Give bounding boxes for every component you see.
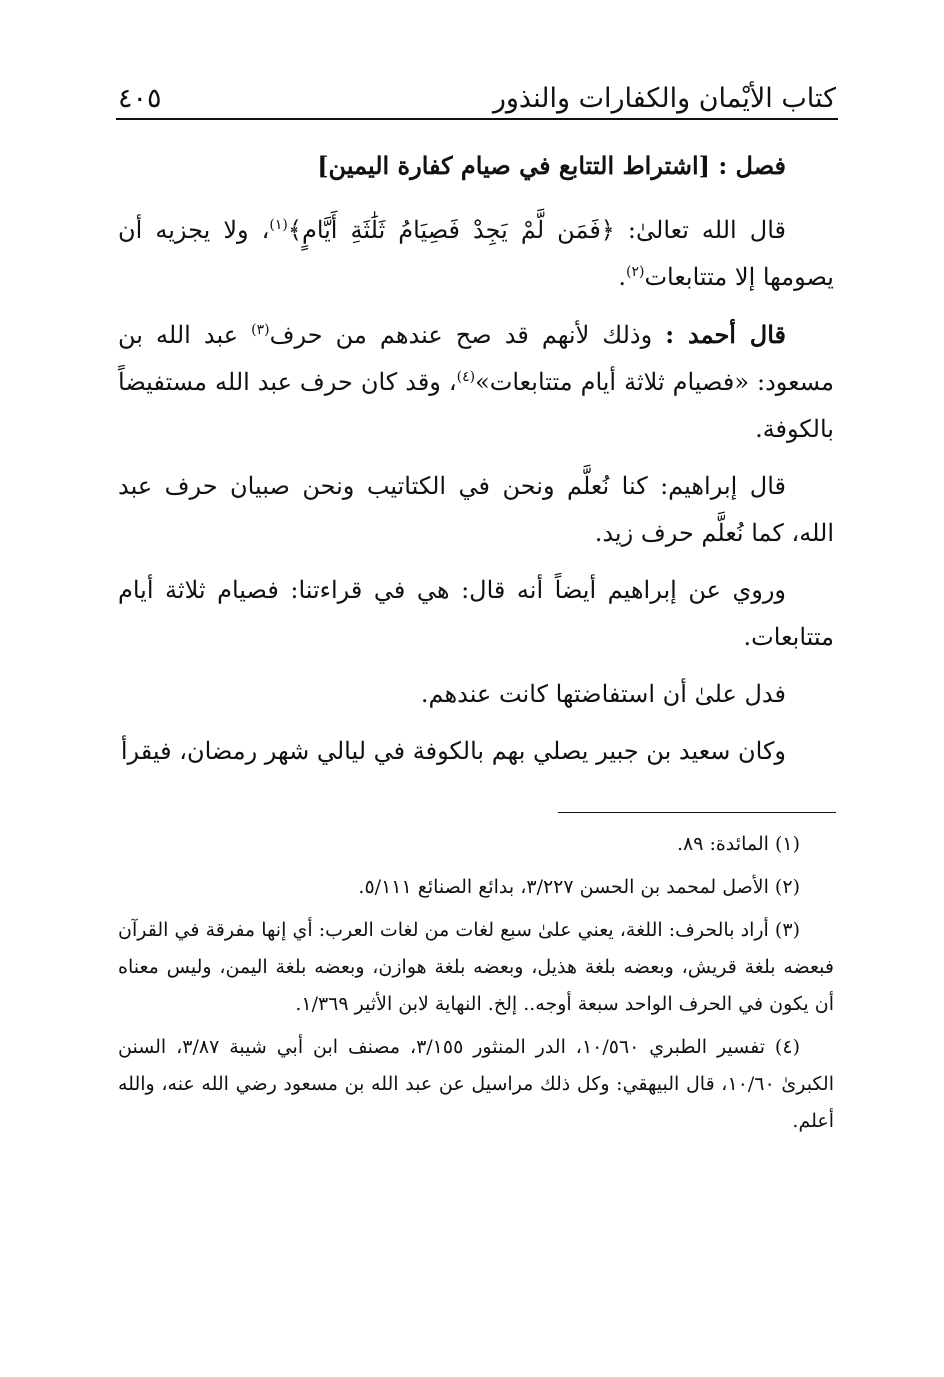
footnote: (٢) الأصل لمحمد بن الحسن ٣/٢٢٧، بدائع الصنائع ٥/١١١. bbox=[358, 876, 800, 898]
speaker-label: قال أحمد : bbox=[665, 320, 786, 349]
paragraph-text: عبد الله بن مسعود: «فصيام ثلاثة أيام متتابعات» bbox=[118, 321, 835, 396]
paragraph-text: ، وقد كان حرف عبد الله مستفيضاً بالكوفة. bbox=[118, 368, 834, 443]
quran-quote-text: قال الله تعالىٰ: ﴿فَمَن لَّمْ يَجِدْ فَصِيَامُ ثَلَٰثَةِ أَيَّامٍ﴾ bbox=[287, 216, 786, 244]
footnote-ref[interactable]: (١) bbox=[269, 217, 288, 233]
main-text bbox=[118, 142, 834, 785]
paragraph: وكان سعيد بن جبير يصلي بهم بالكوفة في ليالي شهر رمضان، فيقرأ bbox=[120, 737, 786, 765]
footnote-ref[interactable]: (٣) bbox=[251, 322, 270, 338]
footnotes bbox=[118, 826, 834, 1146]
paragraph-text: . bbox=[618, 263, 626, 291]
paragraph bbox=[118, 207, 834, 301]
paragraph: قال إبراهيم: كنا نُعلَّم ونحن في الكتاتيب ونحن صبيان حرف عبد الله، كما نُعلَّم حرف زيد. bbox=[118, 472, 834, 547]
footnote: (١) المائدة: ٨٩. bbox=[676, 833, 800, 855]
paragraph: فدل علىٰ أن استفاضتها كانت عندهم. bbox=[420, 680, 786, 708]
footnote-ref[interactable]: (٤) bbox=[456, 369, 476, 385]
page-number: ٤٠٥ bbox=[118, 83, 162, 114]
footnote: (٣) أراد بالحرف: اللغة، يعني علىٰ سبع لغات من لغات العرب: أي إنها مفرقة في القرآن فبعضه بلغة قريش، وبعضه بلغة هذيل، وبعضه بلغة هوازن، وبعضه بلغة اليمن، وليس معناه أن يكون في الحرف الواحد سبعة أوجه.. إلخ. النهاية لابن الأثير ١/٣٦٩. bbox=[118, 919, 834, 1015]
book-title: كتاب الأيْمان والكفارات والنذور bbox=[492, 83, 836, 114]
footnote-ref[interactable]: (٢) bbox=[625, 264, 645, 280]
paragraph bbox=[118, 311, 834, 453]
paragraph-text: ، ولا يجزيه أن يصومها إلا متتابعات bbox=[118, 216, 834, 291]
section-heading: فصل : [اشتراط التتابع في صيام كفارة اليمين] bbox=[317, 151, 786, 180]
paragraph-text: وذلك لأنهم قد صح عندهم من حرف bbox=[269, 321, 666, 349]
footnote-divider bbox=[558, 812, 836, 813]
footnote: (٤) تفسير الطبري ١٠/٥٦٠، الدر المنثور ٣/١٥٥، مصنف ابن أبي شيبة ٣/٨٧، السنن الكبرىٰ ١٠/٦٠، قال البيهقي: وكل ذلك مراسيل عن عبد الله بن مسعود رضي الله عنه، والله أعلم. bbox=[118, 1036, 834, 1132]
paragraph: وروي عن إبراهيم أيضاً أنه قال: هي في قراءتنا: فصيام ثلاثة أيام متتابعات. bbox=[118, 576, 834, 651]
running-header bbox=[118, 68, 836, 114]
header-divider bbox=[116, 118, 838, 120]
